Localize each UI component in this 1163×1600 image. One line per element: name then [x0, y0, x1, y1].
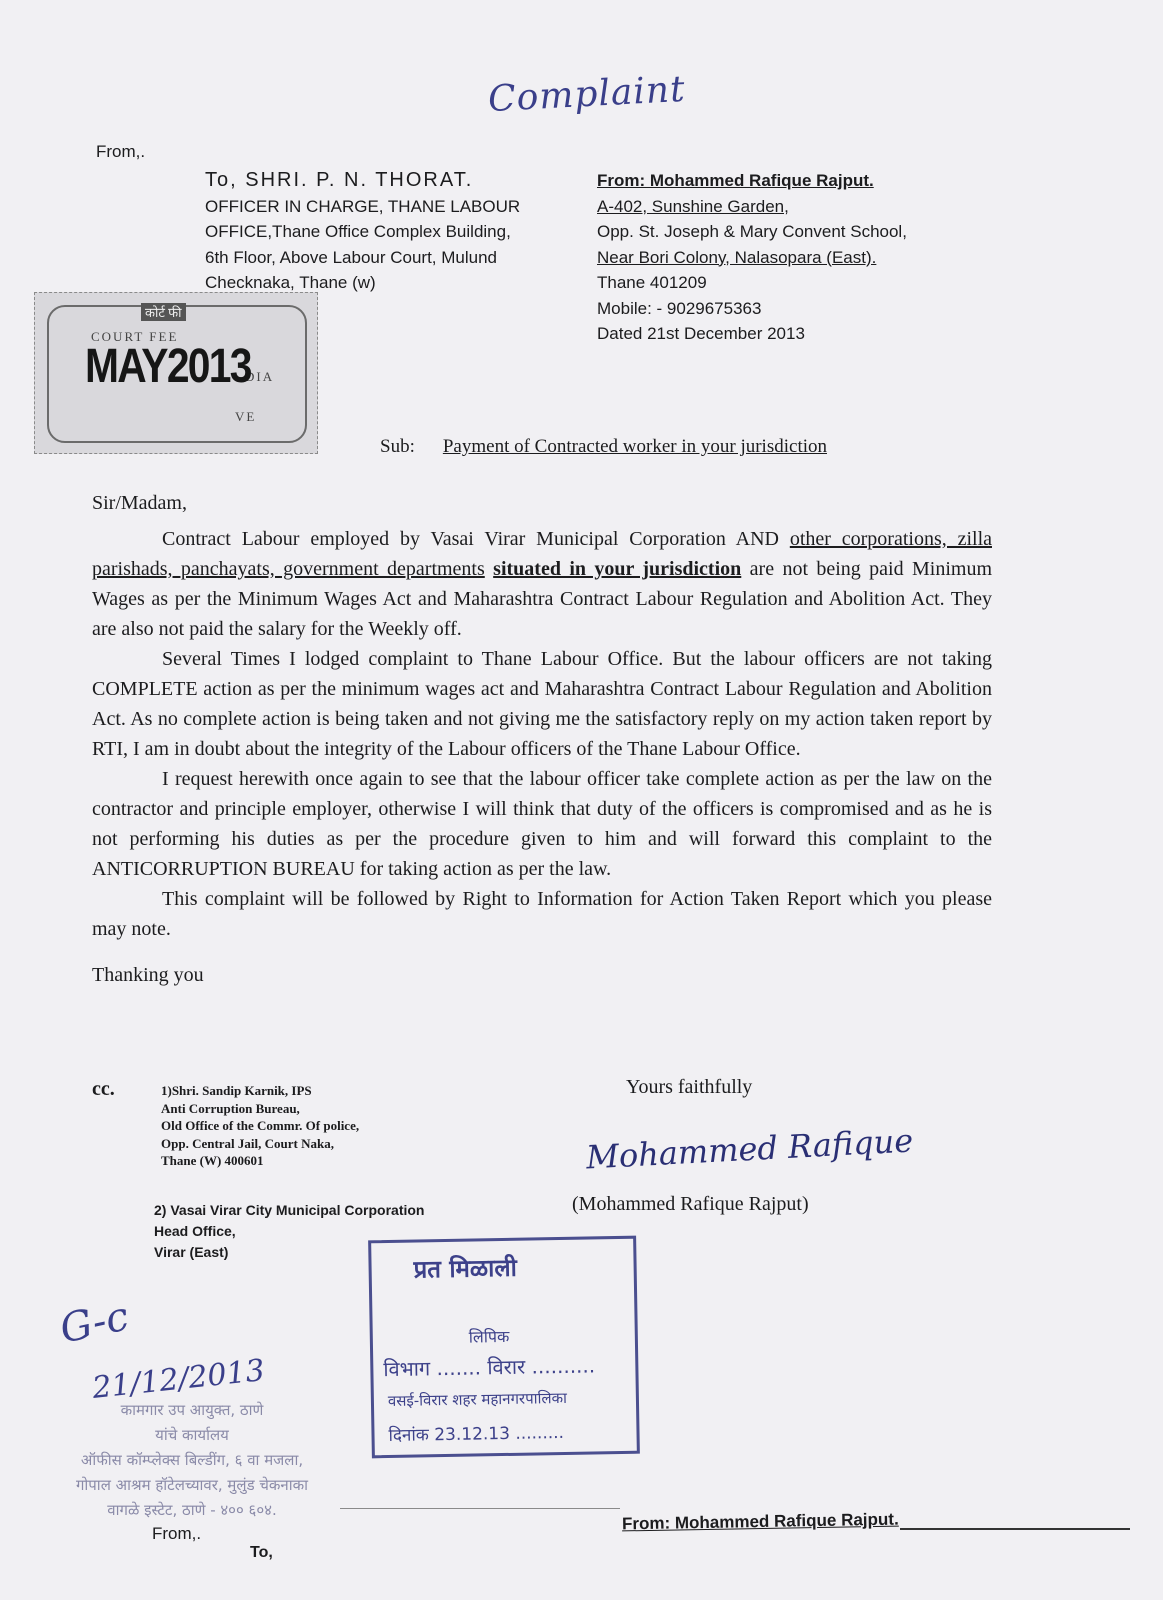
body-paragraph: Several Times I lodged complaint to Thane Labour Office. But the labour officers are not taking COMPLETE action as per the minimum wages act and Maharashtra Contract Labour Regulation and Abolition Act. As no complete action is being taken and not giving me the satisfactory reply on my action taken report by RTI, I am in doubt about the integrity of the Labour officers of the Thane Labour Office. [92, 648, 992, 760]
sender-mobile: Mobile: - 9029675363 [597, 298, 762, 318]
letter-body [92, 524, 992, 944]
stamp-court-fee-text: COURT FEE [91, 329, 179, 344]
footer-from-label: From,. [152, 1524, 202, 1543]
body-paragraph [92, 524, 992, 644]
addressee-line: OFFICE,Thane Office Complex Building, [205, 222, 511, 241]
footer-to-label: To, [250, 1544, 273, 1561]
labour-office-signature: G-c [55, 1293, 133, 1353]
cc-line: Virar (East) [154, 1244, 229, 1260]
body-text: Contract Labour employed by Vasai Virar Municipal Corporation AND [162, 528, 790, 550]
labour-office-stamp-line: कामगार उप आयुक्त, ठाणे [120, 1401, 264, 1419]
body-emphasis-text: situated in your jurisdiction [493, 558, 742, 580]
subject-line [380, 436, 827, 458]
cc-label: cc. [92, 1078, 115, 1100]
cc-line: Thane (W) 400601 [161, 1153, 264, 1169]
page-divider-line [340, 1508, 620, 1509]
from-label: From,. [96, 142, 146, 161]
sender-address-line: Opp. St. Joseph & Mary Convent School, [597, 222, 907, 241]
cc-line: Anti Corruption Bureau, [161, 1100, 300, 1116]
labour-office-stamp [32, 1398, 352, 1523]
cc-line: 1)Shri. Sandip Karnik, IPS [161, 1083, 312, 1098]
signature-name: (Mohammed Rafique Rajput) [572, 1193, 809, 1215]
stamp-date-overprint: MAY2013 [85, 340, 251, 393]
sender-block [597, 168, 907, 347]
addressee-line: Checknaka, Thane (w) [205, 273, 376, 292]
letter-date: Dated 21st December 2013 [597, 324, 805, 343]
received-stamp-date: दिनांक 23.12.13 ......... [388, 1422, 565, 1447]
body-paragraph: This complaint will be followed by Right to Information for Action Taken Report which you please may note. [92, 888, 992, 940]
stamp-top-text: कोर्ट फी [141, 303, 186, 321]
footer-sender-name: From: Mohammed Rafique Rajput. [621, 1509, 899, 1534]
cc-line: Opp. Central Jail, Court Naka, [161, 1135, 334, 1151]
page-divider-line [900, 1528, 1130, 1530]
salutation: Sir/Madam, [92, 492, 187, 514]
court-fee-stamp [34, 292, 318, 454]
received-stamp-dept: विभाग ....... विरार .......... [383, 1353, 596, 1382]
received-stamp-org: वसई-विरार शहर महानगरपालिका [387, 1388, 568, 1411]
closing: Thanking you [92, 964, 204, 986]
body-paragraph: I request herewith once again to see that the labour officer take complete action as per the law on the contractor and principle employer, otherwise I will think that duty of the officers is compromised and as he is not performing his duties as per the procedure given to him and will forward this complaint to the ANTICORRUPTION BUREAU for taking action as per the law. [92, 768, 992, 880]
sender-address-line: Near Bori Colony, Nalasopara (East). [597, 247, 877, 267]
addressee-line: OFFICER IN CHARGE, THANE LABOUR [205, 196, 521, 216]
addressee-handwritten: To, SHRI. P. N. THORAT. [205, 169, 474, 191]
sender-address-line: A-402, Sunshine Garden, [597, 196, 789, 216]
body-text: are not being paid Minimum Wages as per the Minimum Wages Act and Maharashtra Contract Labour Regulation and Abolition Act. They are also not paid the salary for the Weekly off. [92, 558, 992, 640]
stamp-india-text: DIA [245, 369, 275, 384]
received-stamp [368, 1236, 640, 1459]
received-stamp-clerk: लिपिक [468, 1326, 510, 1347]
labour-office-stamp-line: ऑफीस कॉम्प्लेक्स बिल्डींग, ६ वा मजला, [80, 1451, 304, 1469]
subject-label: Sub: [380, 436, 415, 457]
received-stamp-title: प्रत मिळाली [413, 1253, 518, 1284]
addressee-line: 6th Floor, Above Labour Court, Mulund [205, 247, 498, 267]
cc-line: 2) Vasai Virar City Municipal Corporation [154, 1202, 425, 1218]
subject-text: Payment of Contracted worker in your jurisdiction [442, 436, 827, 457]
yours-faithfully: Yours faithfully [626, 1076, 753, 1098]
labour-office-stamp-line: वागळे इस्टेट, ठाणे - ४०० ६०४. [107, 1501, 277, 1519]
cc-line: Head Office, [154, 1223, 236, 1239]
body-underlined-text: other corporations, zilla parishads, panchayats, government departments [92, 528, 992, 580]
signature: Mohammed Rafique [585, 1121, 915, 1177]
addressee-block [205, 168, 520, 296]
sender-name: From: Mohammed Rafique Rajput. [597, 171, 874, 190]
stamp-bottom-text: VE [235, 409, 257, 424]
cc-line: Old Office of the Commr. Of police, [161, 1118, 360, 1134]
cc-recipient-1 [161, 1082, 359, 1170]
sender-address-line: Thane 401209 [597, 273, 707, 292]
labour-office-stamp-line: गोपाल आश्रम हॉटेलच्यावर, मुलुंड चेकनाका [75, 1476, 309, 1494]
labour-office-stamp-line: यांचे कार्यालय [155, 1426, 229, 1444]
heading-complaint: Complaint [487, 68, 687, 121]
labour-office-date: 21/12/2013 [90, 1353, 267, 1406]
